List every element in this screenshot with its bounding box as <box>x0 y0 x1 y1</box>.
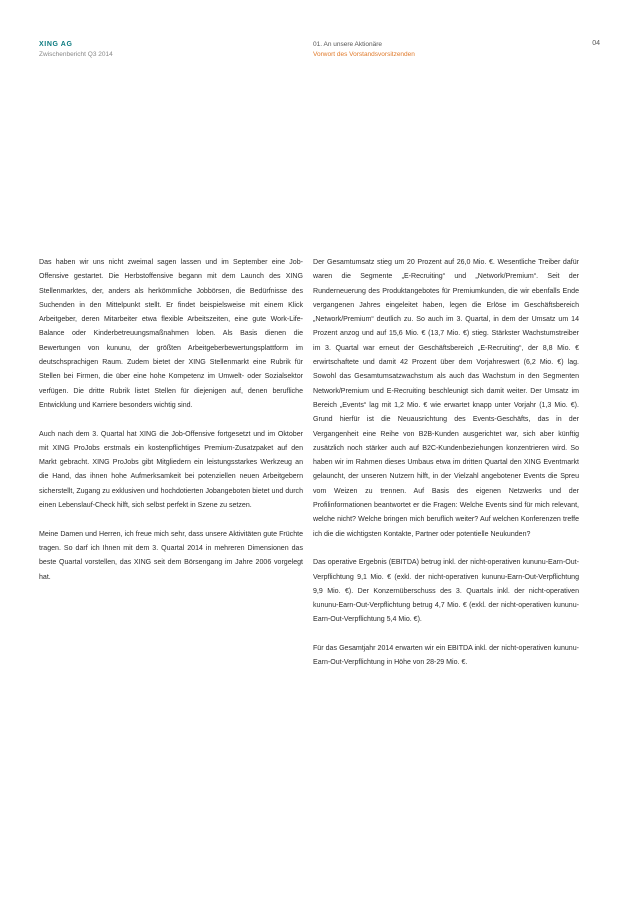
paragraph: Für das Gesamtjahr 2014 erwarten wir ein EBITDA inkl. der nicht-operativen kununu-Earn-Out-Verpflichtung in Höhe von 28-29 Mio. €. <box>313 645 579 667</box>
paragraph: Meine Damen und Herren, ich freue mich sehr, dass unsere Aktivitäten gute Früchte tragen. So darf ich Ihnen mit dem 3. Quartal 2014 in mehreren Dimensionen das beste Quartal vorstellen, das XING seit dem Börsengang im Jahre 2006 vorgelegt hat. <box>39 530 303 581</box>
paragraph: Das haben wir uns nicht zweimal sagen lassen und im September eine Job-Offensive gestartet. Die Herbstoffensive begann mit dem Launch des XING Stellenmarktes, der, anders als herkömmliche Jobbörsen, die Bedürfnisse des Suchenden in den Mittelpunkt stellt. Er findet beispielsweise mit einem Klick Arbeitgeber, deren Mitarbeiter etwa flexible Arbeitszeiten, eine gute Work-Life-Balance oder Kinderbetreuungsmaßnahmen loben. Als Basis dienen die Bewertungen von kununu, der größten Arbeitgeberbewertungsplattform im deutschsprachigen Raum. Zudem bietet der XING Stellenmarkt eine Rubrik für Stellen bei Firmen, die über eine hohe Kompetenz im Umwelt- oder Sozialsektor verfügen. Die dritte Rubrik listet Stellen für diejenigen auf, denen berufliche Entwicklung und Karriere besonders wichtig sind. <box>39 259 303 409</box>
paragraph: Das operative Ergebnis (EBITDA) betrug inkl. der nicht-operativen kununu-Earn-Out-Verpflichtung 9,1 Mio. € (exkl. der nicht-operativen kununu-Earn-Out-Verpflichtung 9,9 Mio. €). Der Konzernüberschuss des 3. Quartals inkl. der nicht-operativen kununu-Earn-Out-Verpflichtung betrug 4,7 Mio. € (exkl. der nicht-operativen kununu-Earn-Out-Verpflichtung 5,4 Mio. €). <box>313 559 579 624</box>
company-name: XING AG <box>39 41 73 48</box>
header-section <box>313 40 415 60</box>
subsection-title: Vorwort des Vorstandsvorsitzenden <box>313 51 415 58</box>
paragraph: Auch nach dem 3. Quartal hat XING die Job-Offensive fortgesetzt und im Oktober mit XING ProJobs erstmals ein kostenpflichtiges Premium-Zusatzpaket auf den Markt gebracht. XING ProJobs gibt Mitgliedern ein leistungsstarkes Werkzeug an die Hand, das ihnen hohe Aufmerksamkeit bei potenziellen neuen Arbeitgebern sicherstellt, Zugang zu exklusiven und hochdotierten Jobangeboten bietet und durch einen Lebenslauf-Check hilft, sich selbst perfekt in Szene zu setzen. <box>39 430 303 510</box>
report-title: Zwischenbericht Q3 2014 <box>39 51 113 58</box>
right-column <box>313 256 579 685</box>
page-number: 04 <box>592 40 600 47</box>
left-column <box>39 256 303 599</box>
section-title: 01. An unsere Aktionäre <box>313 41 383 48</box>
paragraph: Der Gesamtumsatz stieg um 20 Prozent auf 26,0 Mio. €. Wesentliche Treiber dafür waren die Segmente „E-Recruiting“ und „Network/Premium“. Seit der Runderneuerung des Produktangebotes für Premiumkunden, die wir ebenfalls Ende vergangenen Jahres eingeleitet haben, legen die Erlöse im Geschäftsbereich „Network/Premium“ deutlich zu. So auch im 3. Quartal, in dem der Umsatz um 14 Prozent anzog und auf 15,6 Mio. € (13,7 Mio. €) stieg. Stärkster Wachstumstreiber im 3. Quartal war erneut der Geschäftsbereich „E-Recruiting“, der 8,8 Mio. € erwirtschaftete und damit 42 Prozent über dem Vorjahreswert (6,2 Mio. €) lag. Sowohl das Gesamtumsatzwachstum als auch das Wachstum in den Segmenten Network/Premium und E-Recruiting beschleunigt sich damit weiter. Der Umsatz im Bereich „Events“ lag mit 1,2 Mio. € wie erwartet knapp unter Vorjahr (1,3 Mio. €). Grund hierfür ist die Neuausrichtung des Events-Geschäfts, das in der Vergangenheit eine Reihe von B2B-Kunden ausgerichtet war, sich aber künftig zusätzlich noch stärker auch auf B2C-Kundenbeziehungen konzentrieren wird. So haben wir im Rahmen dieses Umbaus etwa im dritten Quartal den XING Eventmarkt gelauncht, der unseren Nutzern hilft, in der Vielzahl angebotener Events die Spreu vom Weizen zu trennen. Auf Basis des eigenen Netzwerks und der Profilinformationen beantwortet er die Fragen: Welche Events sind für mich relevant, welche nicht? Welche bringen mich beruflich weiter? Auf welchen Konferenzen treffe ich die die wichtigsten Kontakte, Partner oder potentielle Neukunden? <box>313 259 579 538</box>
header-left <box>39 40 113 60</box>
